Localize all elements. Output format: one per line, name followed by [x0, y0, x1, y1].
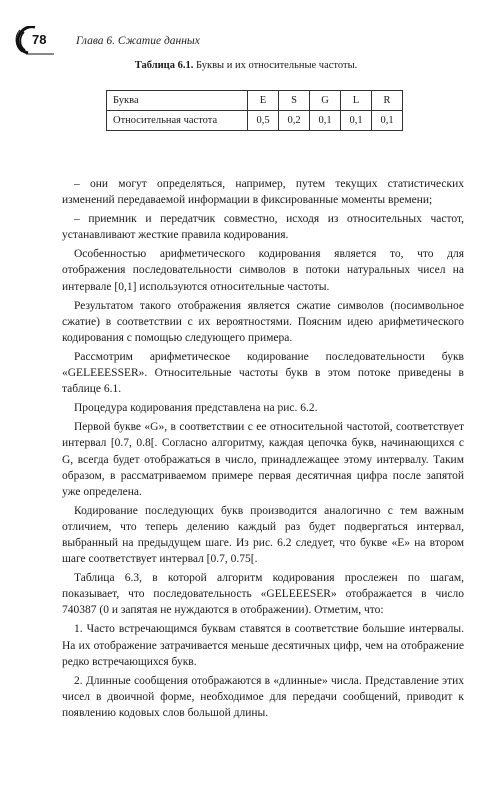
- paragraph: Первой букве «G», в соответствии с ее относительной частотой, соответствует интервал [0.7, 0.8[. Согласно алгоритму, каждая цепочка букв, начинающихся с G, всегда будет отображаться в число, принадлежащее этому интервалу. Таким образом, в рассматриваемом примере первая десятичная цифра после запятой уже определена.: [62, 421, 464, 498]
- table-cell: 0,5: [248, 111, 279, 131]
- table-cell: 0,1: [341, 111, 372, 131]
- table-cell: 0,1: [372, 111, 403, 131]
- table-cell: Относительная частота: [107, 111, 248, 131]
- paragraph: 2. Длинные сообщения отображаются в «длинные» числа. Представление этих чисел в двоичной форме, необходимое для передачи сообщений, приводит к появлению кодовых слов большой длины.: [62, 674, 464, 719]
- paragraph: Таблица 6.3, в которой алгоритм кодирования прослежен по шагам, показывает, что последовательность «GELEEESER» отображается в число 740387 (0 и запятая не нуждаются в отображении). Отметим, что:: [62, 572, 464, 617]
- paragraph: Особенностью арифметического кодирования является то, что для отображения последовательности символов в потоки натуральных чисел на интервале [0,1] используются относительные частоты.: [62, 248, 464, 293]
- table-cell: 0,2: [279, 111, 310, 131]
- paragraph: Рассмотрим арифметическое кодирование последовательности букв «GELEEESSER». Относительные частоты букв в этом потоке приведены в таблице 6.1.: [62, 350, 464, 396]
- table-cell: E: [248, 91, 279, 111]
- table-cell: 0,1: [310, 111, 341, 131]
- page-number: 78: [32, 32, 47, 47]
- paragraph: Результатом такого отображения является сжатие символов (посимвольное сжатие) в соответствии с их вероятностями. Поясним идею арифметического кодирования с помощью следующего примера.: [62, 299, 464, 344]
- paragraph: Кодирование последующих букв производится аналогично с тем важным отличием, что теперь делению каждый раз будет подвергаться интервал, выбранный на предыдущем шаге. Из рис. 6.2 следует, что букве «E» на втором шаге соответствует интервал [0.7, 0.75[.: [62, 504, 464, 566]
- table-caption-text: Буквы и их относительные частоты.: [193, 60, 358, 71]
- chapter-title: Глава 6. Сжатие данных: [76, 35, 200, 47]
- paragraph: 1. Часто встречающимся буквам ставятся в соответствие большие интервалы. На их отображение затрачивается меньше десятичных цифр, чем на отображение редко встречающихся букв.: [62, 623, 464, 668]
- table-row: [107, 91, 403, 111]
- table-cell: Буква: [107, 91, 248, 111]
- paragraph: Процедура кодирования представлена на рис. 6.2.: [74, 402, 318, 415]
- paragraph: – они могут определяться, например, путем текущих статистических изменений передаваемой информации в фиксированные моменты времени;: [62, 178, 464, 207]
- table-row: [107, 111, 403, 131]
- page-header: [14, 26, 484, 54]
- table-cell: R: [372, 91, 403, 111]
- table-cell: G: [310, 91, 341, 111]
- table-caption: [0, 60, 492, 71]
- table-cell: L: [341, 91, 372, 111]
- paragraph: – приемник и передатчик совместно, исходя из относительных частот, устанавливают жесткие правила кодирования.: [62, 213, 464, 242]
- table-caption-label: Таблица 6.1.: [134, 60, 194, 71]
- frequency-table: [106, 90, 403, 131]
- table-cell: S: [279, 91, 310, 111]
- body-text: [62, 176, 464, 724]
